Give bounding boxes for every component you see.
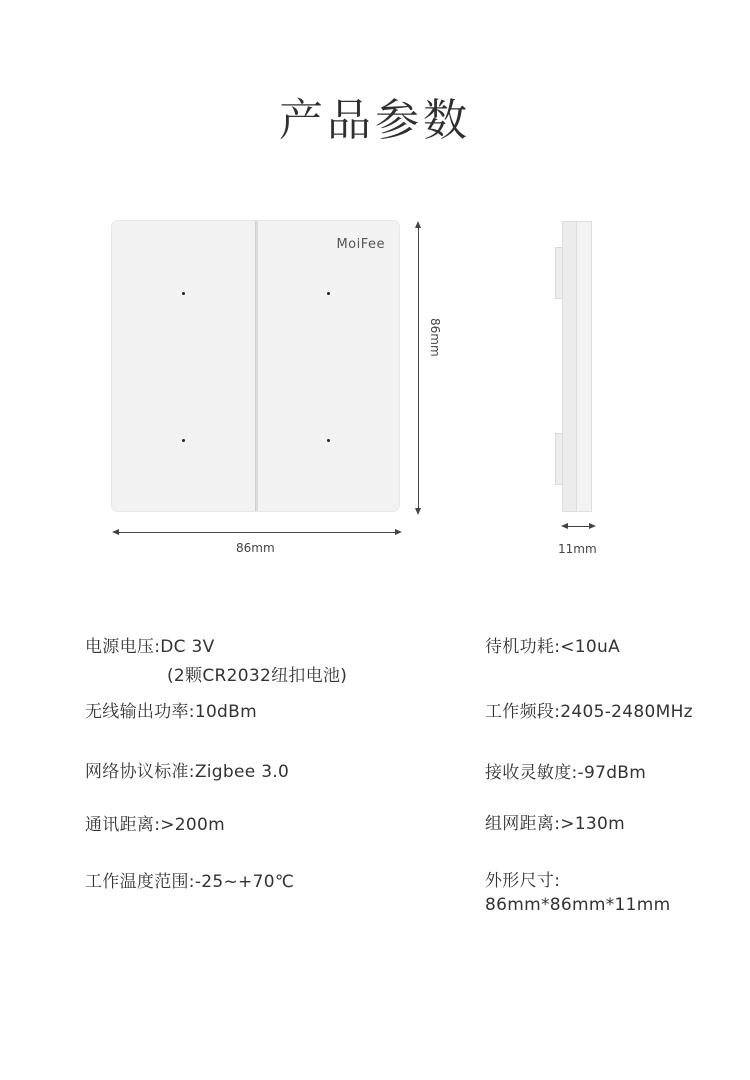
width-dimension-line — [115, 532, 399, 533]
spec-operating-temp — [85, 867, 294, 892]
spec-key: 工作频段: — [485, 702, 561, 722]
spec-sub: 86mm*86mm*11mm — [485, 895, 671, 915]
spec-key: 通讯距离: — [85, 815, 161, 835]
spec-value: 2405-2480MHz — [560, 702, 693, 722]
indicator-dot — [182, 439, 185, 442]
switch-side-view-base — [563, 222, 577, 511]
depth-label: 11mm — [558, 542, 597, 556]
arrow-up-icon — [415, 221, 421, 228]
page-title: 产品参数 — [279, 95, 471, 146]
arrow-left-icon — [112, 529, 119, 535]
spec-value: <10uA — [560, 637, 621, 657]
spec-value: 10dBm — [194, 702, 257, 722]
spec-key: 待机功耗: — [485, 637, 561, 657]
spec-network-range — [485, 809, 625, 834]
spec-key: 电源电压: — [85, 637, 161, 657]
spec-key: 组网距离: — [485, 814, 561, 834]
spec-comm-range — [85, 810, 225, 835]
spec-sub: (2颗CR2032纽扣电池) — [167, 666, 348, 686]
indicator-dot — [327, 292, 330, 295]
spec-value: DC 3V — [160, 637, 215, 657]
spec-dimensions — [485, 866, 670, 915]
depth-dimension-line — [564, 526, 592, 527]
arrow-right-icon — [395, 529, 402, 535]
spec-power-voltage — [85, 632, 347, 686]
spec-value: -97dBm — [577, 763, 647, 783]
spec-frequency — [485, 697, 693, 722]
height-label: 86mm — [428, 318, 442, 357]
spec-value: -25~+70℃ — [194, 872, 295, 892]
arrow-right-icon — [589, 523, 596, 529]
brand-logo: MoiFee — [336, 237, 385, 252]
width-label: 86mm — [236, 541, 275, 555]
spec-value: Zigbee 3.0 — [194, 762, 290, 782]
spec-value: >130m — [560, 814, 625, 834]
panel-divider — [255, 221, 258, 511]
spec-key: 工作温度范围: — [85, 872, 195, 892]
spec-rx-sensitivity — [485, 758, 646, 783]
spec-value: >200m — [160, 815, 225, 835]
arrow-left-icon — [561, 523, 568, 529]
switch-front-view — [112, 221, 399, 511]
spec-protocol — [85, 757, 289, 782]
spec-standby-power — [485, 632, 620, 657]
spec-key: 外形尺寸: — [485, 871, 561, 891]
height-dimension-line — [418, 224, 419, 512]
indicator-dot — [327, 439, 330, 442]
spec-key: 无线输出功率: — [85, 702, 195, 722]
spec-key: 网络协议标准: — [85, 762, 195, 782]
spec-key: 接收灵敏度: — [485, 763, 578, 783]
switch-side-view-cover — [577, 222, 591, 511]
arrow-down-icon — [415, 508, 421, 515]
spec-tx-power — [85, 697, 257, 722]
indicator-dot — [182, 292, 185, 295]
